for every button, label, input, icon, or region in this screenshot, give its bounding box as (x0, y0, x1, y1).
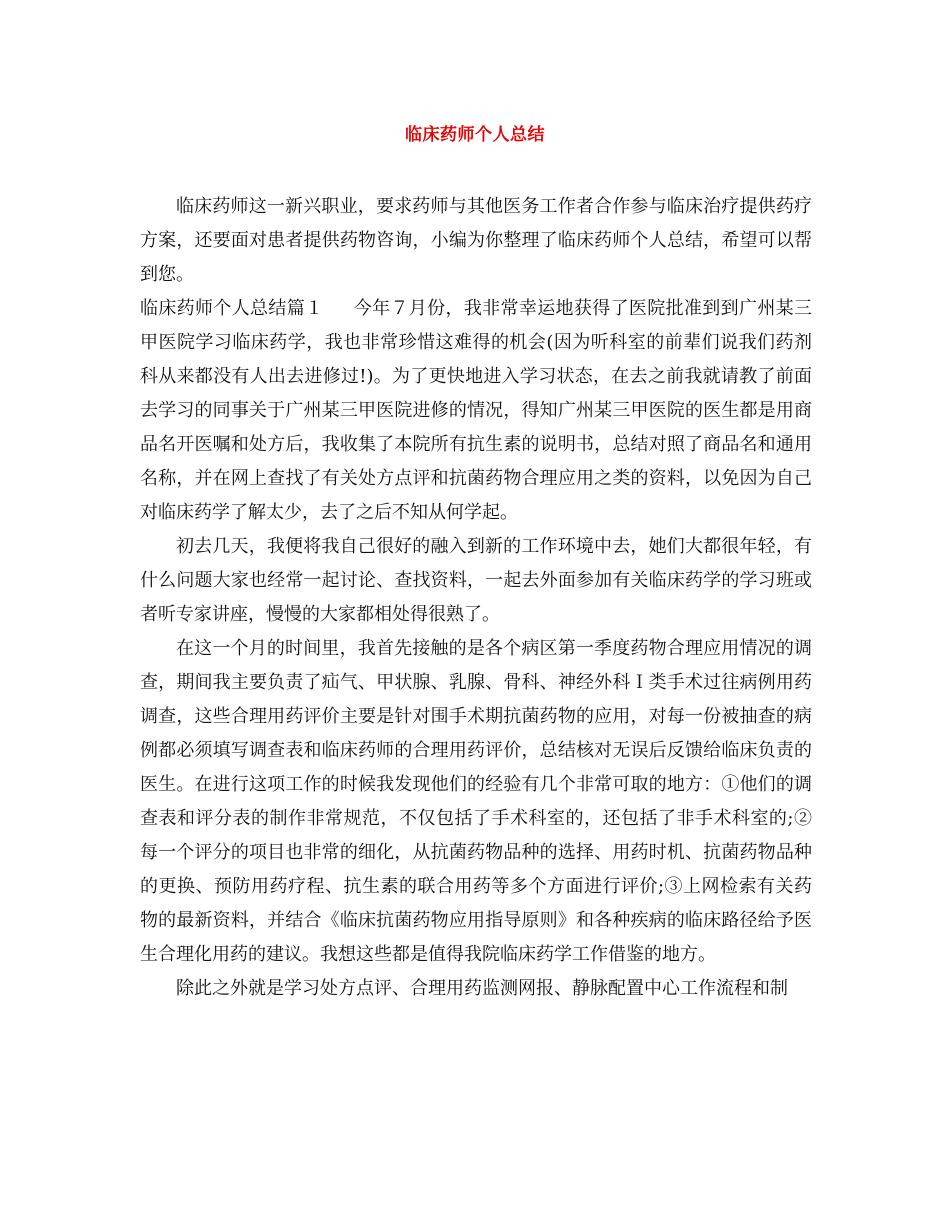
paragraph-month-work: 在这一个月的时间里，我首先接触的是各个病区第一季度药物合理应用情况的调查，期间我主要负责了疝气、甲状腺、乳腺、骨科、神经外科Ｉ类手术过往病例用药调查，这些合理用药评价主要是针对围手术期抗菌药物的应用，对每一份被抽查的病例都必须填写调查表和临床药师的合理用药评价，总结核对无误后反馈给临床负责的医生。在进行这项工作的时候我发现他们的经验有几个非常可取的地方：①他们的调查表和评分表的制作非常规范，不仅包括了手术科室的，还包括了非手术科室的;② 每一个评分的项目也非常的细化，从抗菌药物品种的选择、用药时机、抗菌药物品种的更换、预防用药疗程、抗生素的联合用药等多个方面进行评价;③上网检索有关药物的最新资料，并结合《临床抗菌药物应用指导原则》和各种疾病的临床路径给予医生合理化用药的建议。我想这些都是值得我院临床药学工作借鉴的地方。 (140, 638, 812, 965)
document-body (140, 190, 812, 1006)
section-paragraph (140, 292, 812, 530)
document-title: 临床药师个人总结 (405, 125, 545, 145)
paragraph-first-days: 初去几天，我便将我自己很好的融入到新的工作环境中去，她们大都很年轻，有什么问题大家也经常一起讨论、查找资料，一起去外面参加有关临床药学的学习班或者听专家讲座，慢慢的大家都相处得很熟了。 (140, 536, 812, 625)
intro-paragraph: 临床药师这一新兴职业，要求药师与其他医务工作者合作参与临床治疗提供药疗方案，还要面对患者提供药物咨询，小编为你整理了临床药师个人总结，希望可以帮到您。 (140, 196, 812, 285)
section-heading: 临床药师个人总结篇１ (140, 298, 324, 319)
paragraph-additional: 除此之外就是学习处方点评、合理用药监测网报、静脉配置中心工作流程和制 (176, 978, 788, 999)
section-first-paragraph: 今年７月份，我非常幸运地获得了医院批准到到广州某三甲医院学习临床药学，我也非常珍惜这难得的机会(因为听科室的前辈们说我们药剂科从来都没有人出去进修过!)。为了更快地进入学习状态，在去之前我就请教了前面去学习的同事关于广州某三甲医院进修的情况，得知广州某三甲医院的医生都是用商品名开医嘱和处方后，我收集了本院所有抗生素的说明书，总结对照了商品名和通用名称，并在网上查找了有关处方点评和抗菌药物合理应用之类的资料，以免因为自己对临床药学了解太少，去了之后不知从何学起。 (140, 298, 813, 523)
